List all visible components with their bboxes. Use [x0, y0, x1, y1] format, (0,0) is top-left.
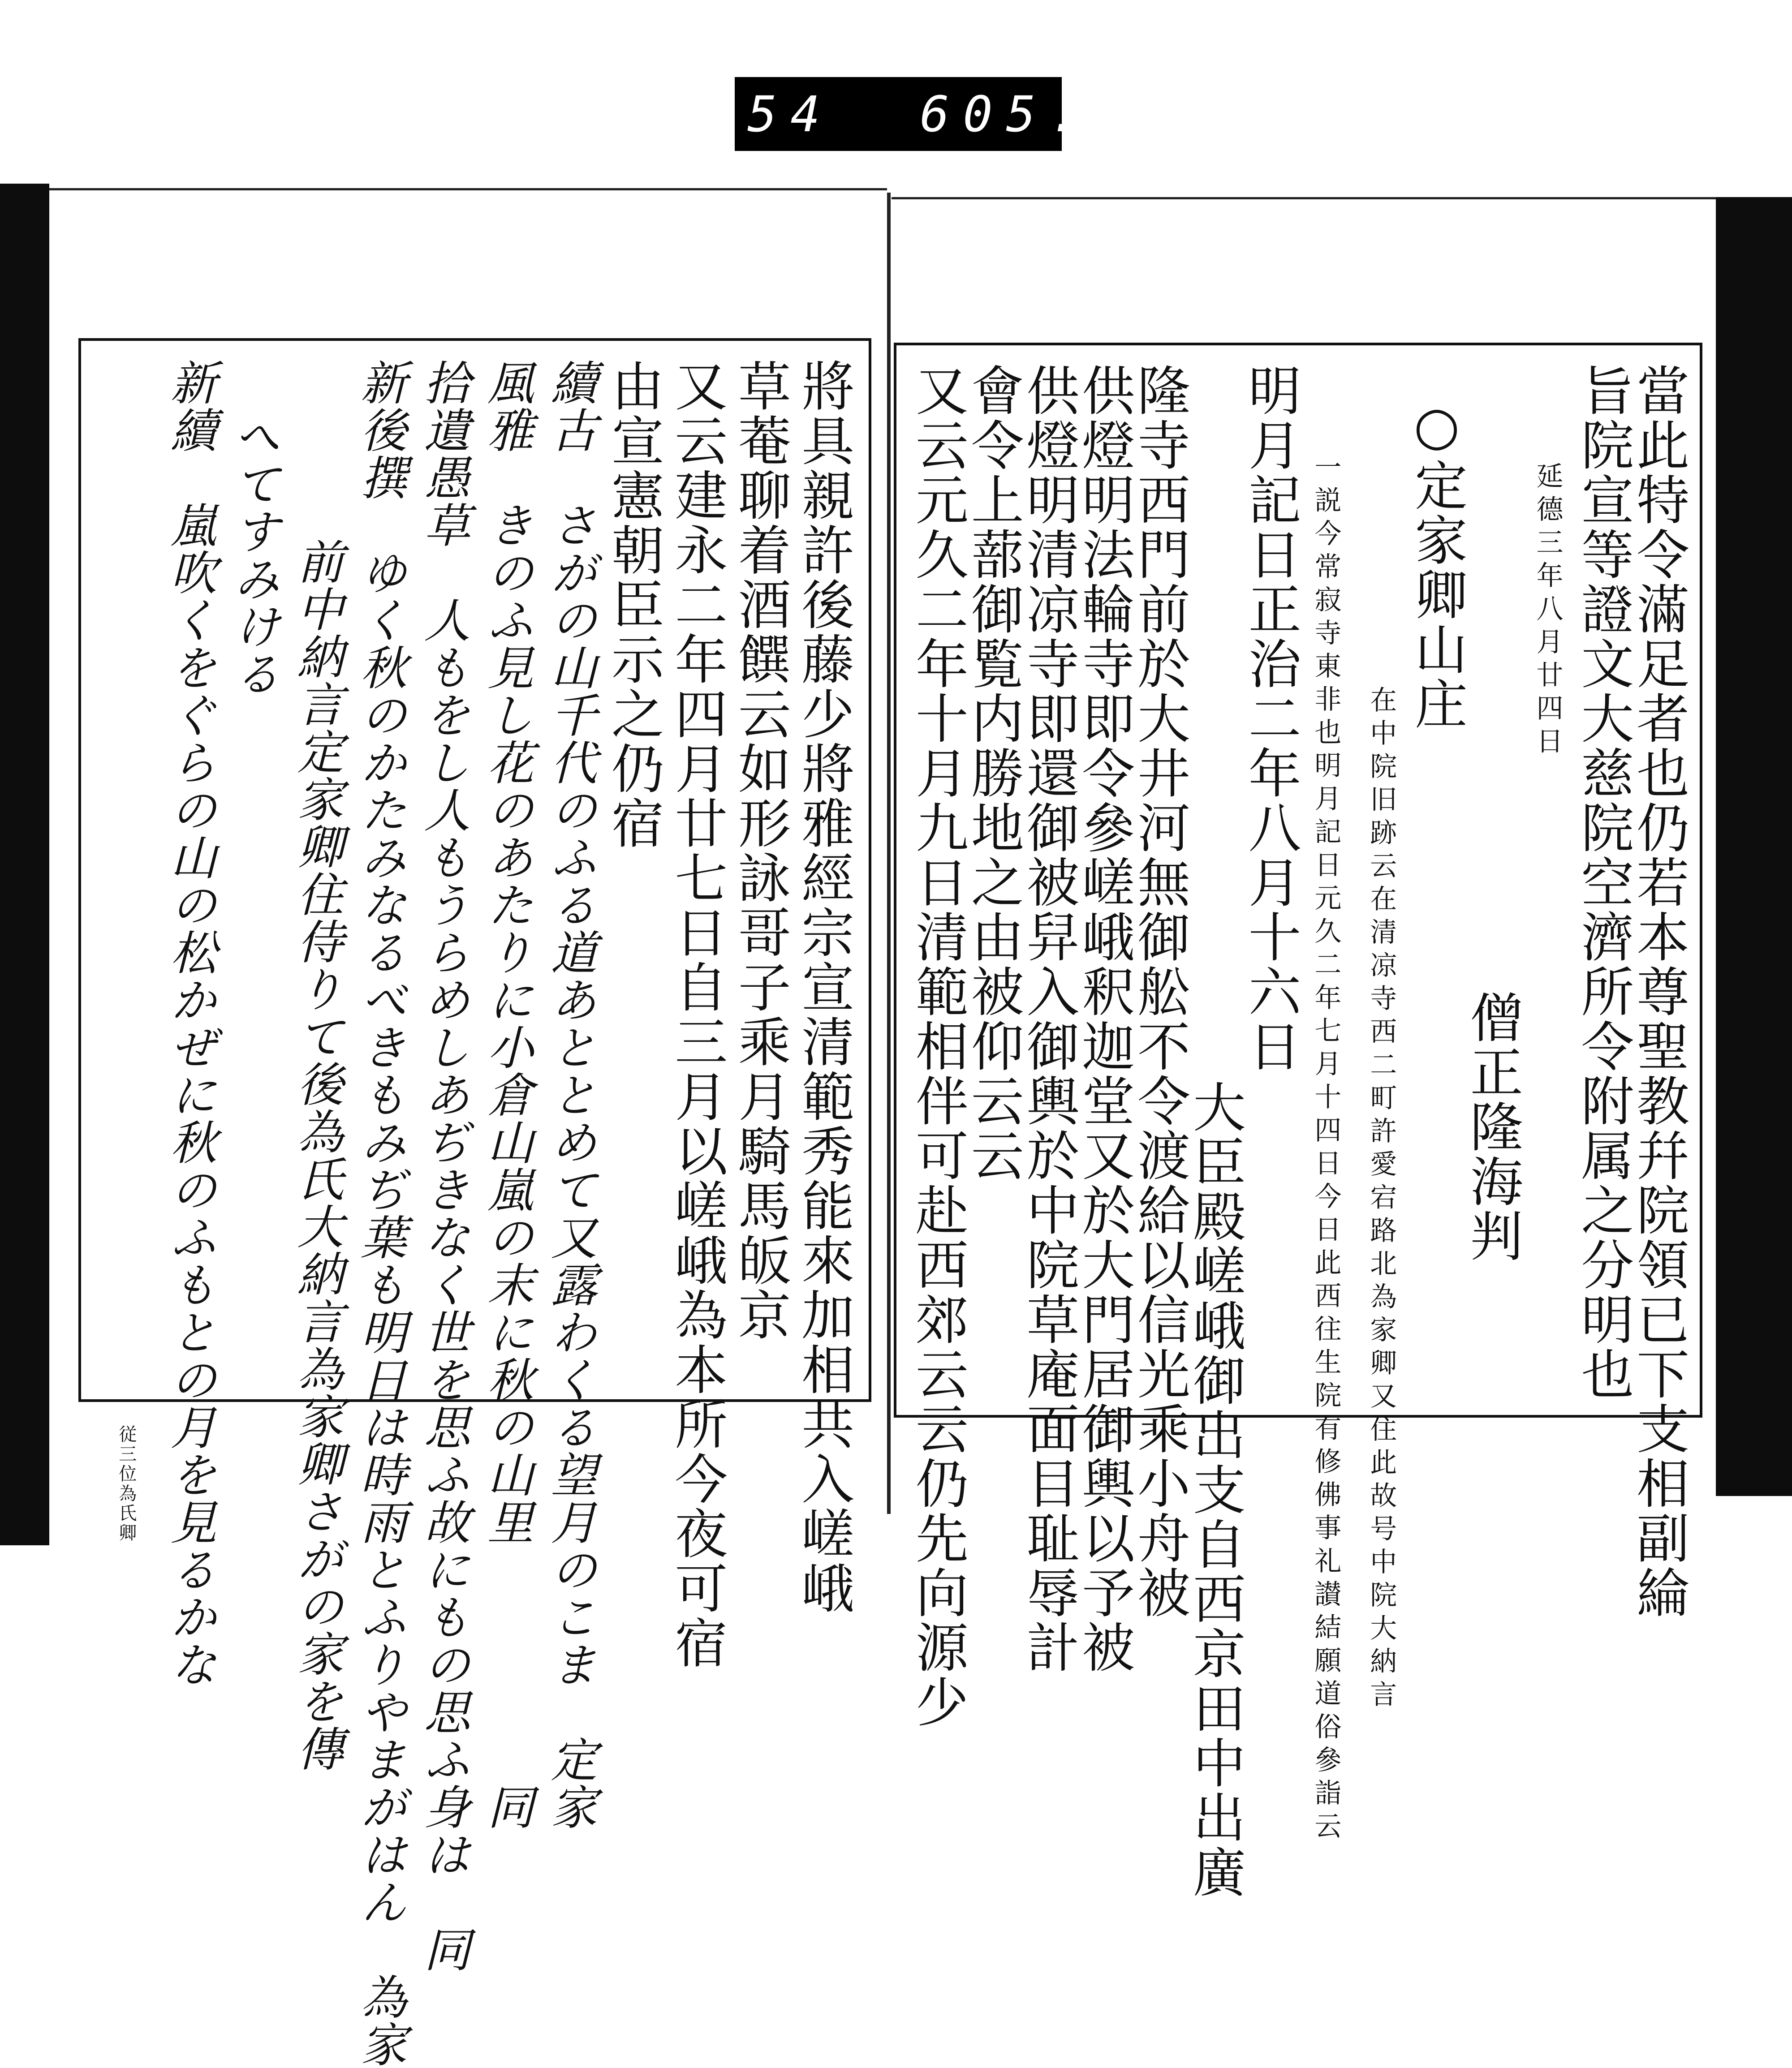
book-spine [887, 193, 891, 1514]
book-edge-left [0, 184, 49, 1545]
left-page-columns [81, 341, 869, 2068]
right-page-column-3: 延德三年八月廿四日 [1532, 462, 1564, 760]
left-page-column-9: 前中納言定家卿住侍りて後為氏大納言為家卿さがの家を傳 [289, 538, 344, 1772]
left-page-column-4: 由宣憲朝臣示之仍宿 [602, 359, 664, 851]
book-edge-right [1716, 197, 1792, 1496]
left-page-column-1: 將具親許後藤少將雅經宗宣清範秀能來加相共入嵯峨 [793, 359, 855, 1616]
right-page-column-12: 供燈明清凉寺即還御被舁入御輿於中院草庵面目耻辱計 [1017, 363, 1080, 1675]
catalog-label [704, 77, 1093, 151]
left-page-column-7: 拾遺愚草 人もをし人もうらめしあぢきなく世を思ふ故にもの思ふ身は 同 [416, 359, 471, 1973]
right-page-column-11: 供燈明法輪寺即令參嵯峨釈迦堂又於大門居御輿以予被 [1073, 363, 1135, 1675]
left-page-column-6: 風雅 きのふ見し花のあたりに小倉山嵐の末に秋の山里 同 [479, 359, 534, 1831]
right-page-columns [896, 345, 1700, 1900]
right-page-frame [894, 343, 1702, 1900]
left-page-column-10: へてすみける [225, 413, 280, 697]
right-page-column-1: 當此特令滿足者也仍若本尊聖教幷院領已下支相副綸 [1628, 363, 1690, 1620]
left-page-column-2: 草菴聊着酒饌云如形詠哥子乘月騎馬皈京 [729, 359, 791, 1342]
left-page-column-5: 續古 さがの山千代のふる道あととめて又露わくる望月のこま 定家 [543, 359, 598, 1831]
left-page-frame [78, 338, 871, 2068]
catalog-number: 854 605. [704, 85, 1093, 143]
right-page-column-10: 隆寺西門前於大井河無御舩不令渡給以信光乘小舟被 [1129, 363, 1191, 1620]
left-page-column-11: 新續 嵐吹くをぐらの山の松かぜに秋のふもとの月を見るかな [162, 359, 217, 1688]
left-page-column-3: 又云建永二年四月廿七日自三月以嵯峨為本所今夜可宿 [666, 359, 728, 1670]
right-page-column-7: 一説今常寂寺東非也明月記日元久二年七月十四日今日此西往生院有修佛事礼讃結願道俗參詣云 [1310, 453, 1342, 1845]
left-page-column-8: 新後撰 ゆく秋のかたみなるべきもみぢ葉も明日は時雨とふりやまがはん 為家 [352, 359, 407, 2068]
right-page-column-14: 又云元久二年十月九日清範相伴可赴西郊云云仍先向源少 [906, 363, 969, 1729]
right-page-column-2: 旨院宣等證文大慈院空濟所令附属之分明也 [1572, 363, 1634, 1402]
left-page-column-12: 従三位為氏卿 [116, 1425, 137, 1543]
right-page-column-9: 大臣殿嵯峨御出支自西京田中出廣 [1184, 1080, 1246, 1900]
right-page-column-8: 明月記日正治二年八月十六日 [1239, 363, 1301, 1074]
right-page-column-6: 在中院旧跡云在清凉寺西二町許愛宕路北為家卿又住此故号中院大納言 [1366, 686, 1397, 1713]
page-top-right [892, 197, 1716, 199]
right-page-column-5: ○定家卿山庄 [1405, 395, 1468, 731]
right-page-column-13: 會令上蔀御覧内勝地之由被仰云云 [962, 363, 1024, 1183]
page-top-left [49, 188, 887, 190]
right-page-column-4: 僧正隆海判 [1461, 990, 1523, 1264]
